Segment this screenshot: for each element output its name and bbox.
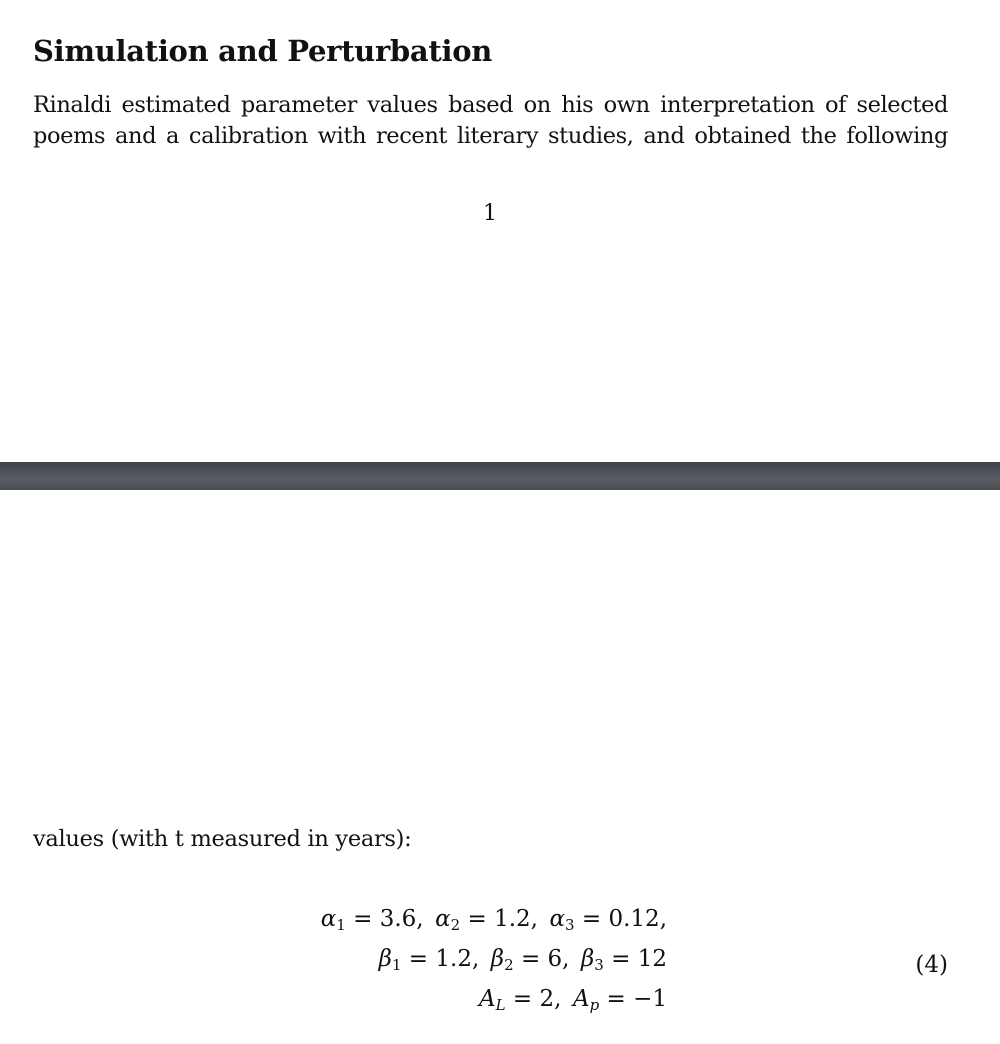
equation-term: $\alpha_2 = 1.2$ [435,906,531,934]
equation-term: $\alpha_1 = 3.6$ [320,906,417,934]
page-divider [0,462,1000,490]
equation-line: $\beta_1 = 1.2$, $\beta_2 = 6$, $\beta_3 = 12$ [378,946,667,974]
paragraph-continuation: values (with t measured in years): [33,826,412,852]
equation-term: $\beta_2 = 6$ [490,946,563,974]
equation-line: $\alpha_1 = 3.6$, $\alpha_2 = 1.2$, $\alpha_3 = 0.12$, [320,906,667,934]
equation-term: $A_L = 2$ [479,986,555,1014]
equation-number: (4) [915,952,948,978]
paragraph-line: Rinaldi estimated parameter values based on his own interpretation of selected [33,92,948,118]
equation-line: $A_L = 2$, $A_p = -1$ [479,986,667,1014]
equation-term: $\alpha_3 = 0.12$ [549,906,660,934]
page-number: 1 [483,201,497,226]
document-page-1 [0,0,1000,462]
equation-term: $A_p = -1$ [572,986,667,1014]
paragraph-line: poems and a calibration with recent literary studies, and obtained the following [33,123,948,149]
document-page-2 [0,490,1000,1044]
equation-term: $\beta_1 = 1.2$ [378,946,472,974]
section-heading: Simulation and Perturbation [33,34,493,68]
equation-term: $\beta_3 = 12$ [580,946,667,974]
body-paragraph [33,90,948,152]
